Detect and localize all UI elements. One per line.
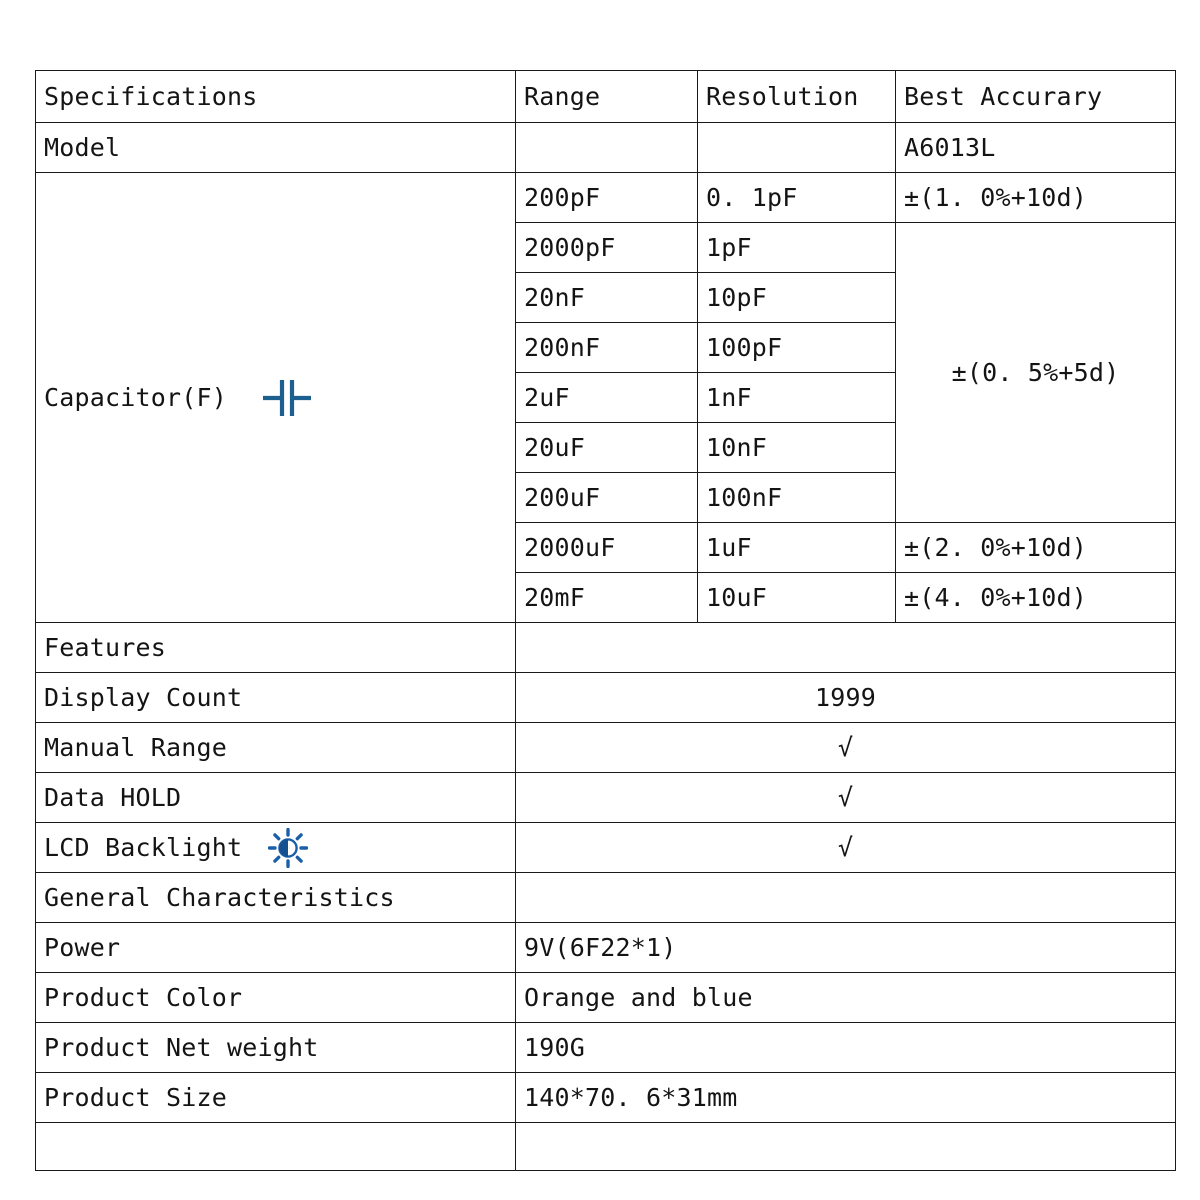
table-row-manual-range (36, 723, 1176, 773)
capacitor-range: 2uF (516, 373, 698, 423)
capacitor-range: 200nF (516, 323, 698, 373)
table-row-features-title (36, 623, 1176, 673)
capacitor-resolution: 1nF (698, 373, 896, 423)
product-size-label: Product Size (36, 1073, 516, 1123)
header-best-accuracy: Best Accurary (896, 71, 1176, 123)
data-hold-check: √ (516, 773, 1176, 823)
capacitor-resolution: 100pF (698, 323, 896, 373)
product-color-label: Product Color (36, 973, 516, 1023)
product-net-weight-value: 190G (516, 1023, 1176, 1073)
display-count-value: 1999 (516, 673, 1176, 723)
manual-range-check: √ (516, 723, 1176, 773)
lcd-backlight-check: √ (516, 823, 1176, 873)
features-title-empty (516, 623, 1176, 673)
capacitor-resolution: 10nF (698, 423, 896, 473)
capacitor-accuracy-9: ±(4. 0%+10d) (896, 573, 1176, 623)
capacitor-accuracy-1: ±(1. 0%+10d) (896, 173, 1176, 223)
header-range: Range (516, 71, 698, 123)
table-row-truncated (36, 1123, 1176, 1171)
capacitor-resolution: 1pF (698, 223, 896, 273)
model-label: Model (36, 123, 516, 173)
general-title-empty (516, 873, 1176, 923)
table-row-model (36, 123, 1176, 173)
capacitor-label: Capacitor(F) (44, 382, 228, 412)
capacitor-range: 200pF (516, 173, 698, 223)
capacitor-resolution: 1uF (698, 523, 896, 573)
header-resolution: Resolution (698, 71, 896, 123)
capacitor-range: 20uF (516, 423, 698, 473)
power-label: Power (36, 923, 516, 973)
capacitor-range: 2000uF (516, 523, 698, 573)
model-range-empty (516, 123, 698, 173)
model-value: A6013L (896, 123, 1176, 173)
lcd-backlight-label: LCD Backlight (44, 832, 243, 862)
power-value: 9V(6F22*1) (516, 923, 1176, 973)
product-color-value: Orange and blue (516, 973, 1176, 1023)
capacitor-resolution: 10uF (698, 573, 896, 623)
display-count-label: Display Count (36, 673, 516, 723)
truncated-label (36, 1123, 516, 1171)
capacitor-range: 20mF (516, 573, 698, 623)
capacitor-accuracy-middle: ±(0. 5%+5d) (896, 223, 1176, 523)
capacitor-resolution: 0. 1pF (698, 173, 896, 223)
capacitor-range: 200uF (516, 473, 698, 523)
data-hold-label: Data HOLD (36, 773, 516, 823)
capacitor-label-cell (36, 173, 516, 623)
product-size-value: 140*70. 6*31mm (516, 1073, 1176, 1123)
lcd-backlight-label-cell (36, 823, 516, 873)
table-header-row (36, 71, 1176, 123)
table-row-general-title (36, 873, 1176, 923)
table-row-lcd-backlight (36, 823, 1176, 873)
table-row-data-hold (36, 773, 1176, 823)
backlight-sun-icon (268, 828, 308, 868)
table-row-product-size (36, 1073, 1176, 1123)
manual-range-label: Manual Range (36, 723, 516, 773)
table-row-capacitor-1 (36, 173, 1176, 223)
header-specifications: Specifications (36, 71, 516, 123)
table-row-product-color (36, 973, 1176, 1023)
table-row-display-count (36, 673, 1176, 723)
capacitor-range: 20nF (516, 273, 698, 323)
table-row-product-net-weight (36, 1023, 1176, 1073)
specifications-table (35, 70, 1176, 1171)
capacitor-range: 2000pF (516, 223, 698, 273)
capacitor-accuracy-8: ±(2. 0%+10d) (896, 523, 1176, 573)
general-characteristics-title: General Characteristics (36, 873, 516, 923)
capacitor-resolution: 10pF (698, 273, 896, 323)
product-net-weight-label: Product Net weight (36, 1023, 516, 1073)
capacitor-symbol-icon (261, 375, 313, 421)
features-title: Features (36, 623, 516, 673)
capacitor-resolution: 100nF (698, 473, 896, 523)
table-row-power (36, 923, 1176, 973)
model-resolution-empty (698, 123, 896, 173)
truncated-value (516, 1123, 1176, 1171)
